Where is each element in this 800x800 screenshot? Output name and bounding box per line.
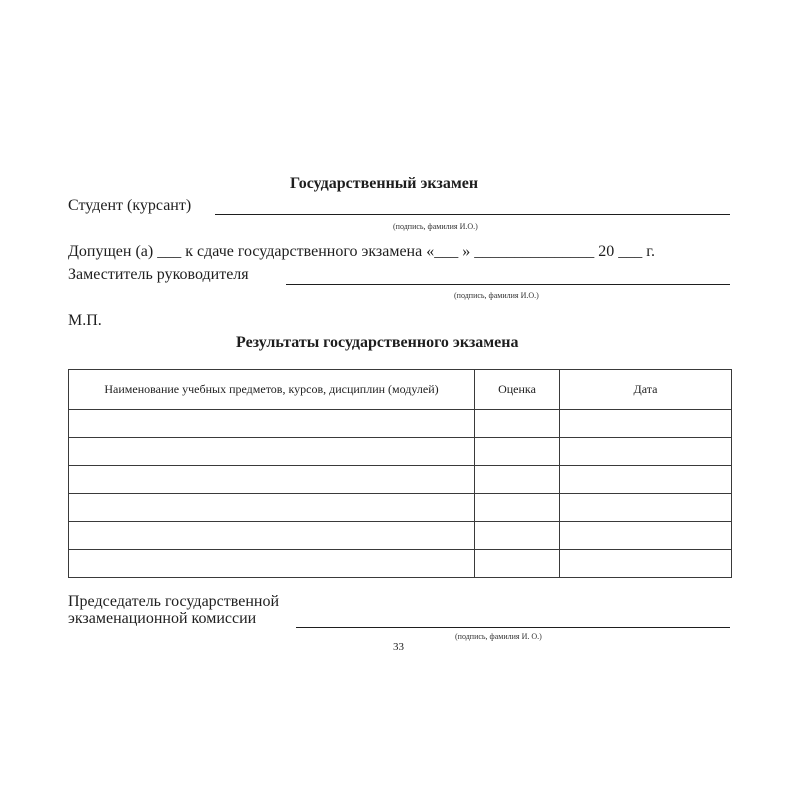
deputy-signature-hint: (подпись, фамилия И.О.) <box>454 291 539 300</box>
grade-cell[interactable] <box>475 550 560 578</box>
date-cell[interactable] <box>560 438 732 466</box>
student-signature-line[interactable] <box>215 214 730 215</box>
results-table <box>68 369 732 578</box>
table-row <box>69 466 732 494</box>
subject-cell[interactable] <box>69 522 475 550</box>
date-cell[interactable] <box>560 550 732 578</box>
subject-cell[interactable] <box>69 466 475 494</box>
date-cell[interactable] <box>560 494 732 522</box>
header-date: Дата <box>560 370 732 410</box>
date-cell[interactable] <box>560 522 732 550</box>
date-cell[interactable] <box>560 410 732 438</box>
student-label: Студент (курсант) <box>68 197 192 214</box>
table-row <box>69 410 732 438</box>
grade-cell[interactable] <box>475 410 560 438</box>
table-row <box>69 438 732 466</box>
deputy-signature-line[interactable] <box>286 284 730 285</box>
subject-cell[interactable] <box>69 410 475 438</box>
chairman-signature-line[interactable] <box>296 627 730 628</box>
header-grade: Оценка <box>475 370 560 410</box>
exam-heading: Государственный экзамен <box>290 175 479 192</box>
table-row <box>69 522 732 550</box>
table-row <box>69 494 732 522</box>
chairman-label-line2: экзаменационной комиссии <box>68 610 257 627</box>
header-subjects: Наименование учебных предметов, курсов, дисциплин (модулей) <box>69 370 475 410</box>
stamp-label: М.П. <box>68 312 102 329</box>
admission-line: Допущен (а) ___ к сдаче государственного экзамена «___ » _______________ 20 ___ г. <box>68 243 655 260</box>
subject-cell[interactable] <box>69 494 475 522</box>
deputy-label: Заместитель руководителя <box>68 266 249 283</box>
grade-cell[interactable] <box>475 494 560 522</box>
student-signature-hint: (подпись, фамилия И.О.) <box>393 222 478 231</box>
grade-cell[interactable] <box>475 438 560 466</box>
grade-cell[interactable] <box>475 466 560 494</box>
results-heading: Результаты государственного экзамена <box>236 334 519 351</box>
subject-cell[interactable] <box>69 438 475 466</box>
page-number: 33 <box>393 641 404 653</box>
date-cell[interactable] <box>560 466 732 494</box>
results-header-row <box>69 370 732 410</box>
chairman-label-line1: Председатель государственной <box>68 593 280 610</box>
table-row <box>69 550 732 578</box>
subject-cell[interactable] <box>69 550 475 578</box>
grade-cell[interactable] <box>475 522 560 550</box>
chairman-signature-hint: (подпись, фамилия И. О.) <box>455 632 542 641</box>
